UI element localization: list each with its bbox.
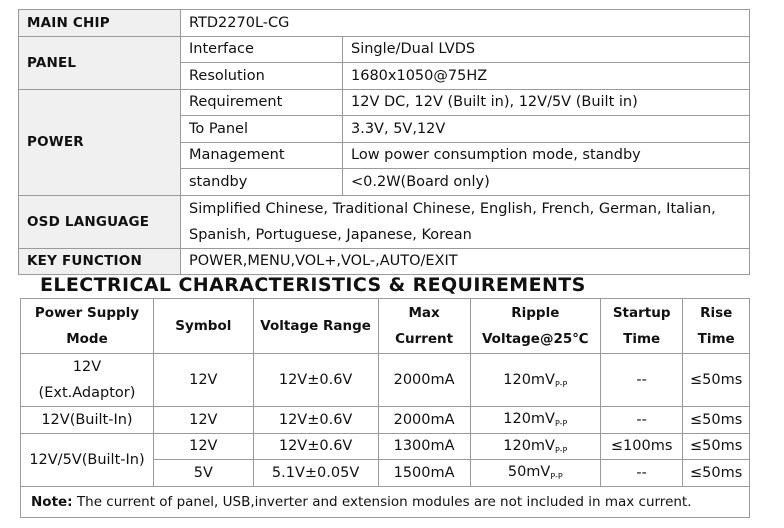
- ripple-value: 120mV: [503, 411, 555, 428]
- header-line: Mode: [66, 331, 108, 347]
- resolution-label: Resolution: [181, 63, 343, 90]
- table-row: [19, 195, 750, 248]
- interface-value: Single/Dual LVDS: [343, 36, 750, 63]
- note-text: The current of panel, USB,inverter and extension modules are not included in max current.: [72, 493, 692, 510]
- mode-cell: [21, 354, 154, 407]
- key-function-label: KEY FUNCTION: [19, 248, 181, 275]
- header-voltage-range: Voltage Range: [253, 299, 378, 354]
- ripple-cell: [470, 407, 600, 434]
- requirement-value: 12V DC, 12V (Built in), 12V/5V (Built in): [343, 89, 750, 116]
- table-row: [21, 407, 750, 434]
- to-panel-label: To Panel: [181, 116, 343, 143]
- header-line: Time: [697, 331, 735, 347]
- header-symbol: Symbol: [153, 299, 253, 354]
- osd-language-value: [181, 195, 750, 248]
- osd-language-line: Spanish, Portuguese, Japanese, Korean: [189, 226, 472, 243]
- mode-cell: 12V/5V(Built-In): [21, 433, 154, 486]
- section-title: ELECTRICAL CHARACTERISTICS & REQUIREMENTS: [40, 274, 586, 296]
- to-panel-value: 3.3V, 5V,12V: [343, 116, 750, 143]
- header-rise-time: [683, 299, 750, 354]
- ripple-value: 50mV: [507, 464, 551, 481]
- management-value: Low power consumption mode, standby: [343, 142, 750, 169]
- startup-cell: --: [600, 460, 682, 487]
- table-row: [19, 248, 750, 275]
- range-cell: 12V±0.6V: [253, 354, 378, 407]
- rise-cell: ≤50ms: [683, 407, 750, 434]
- note-cell: [21, 486, 750, 517]
- symbol-cell: 12V: [153, 433, 253, 460]
- ripple-subscript: P-P: [554, 379, 568, 389]
- current-cell: 2000mA: [378, 407, 470, 434]
- header-line: Time: [623, 331, 661, 347]
- ripple-subscript: P-P: [554, 419, 568, 429]
- ripple-value: 120mV: [503, 437, 555, 454]
- management-label: Management: [181, 142, 343, 169]
- osd-language-line: Simplified Chinese, Traditional Chinese, English, French, German, Italian,: [189, 200, 716, 217]
- startup-cell: ≤100ms: [600, 433, 682, 460]
- note-row: [21, 486, 750, 517]
- startup-cell: --: [600, 407, 682, 434]
- spec-table: [18, 9, 750, 275]
- header-line: Rise: [700, 305, 733, 321]
- interface-label: Interface: [181, 36, 343, 63]
- rise-cell: ≤50ms: [683, 433, 750, 460]
- note-label: Note:: [31, 493, 73, 510]
- table-row: [19, 89, 750, 116]
- power-label: POWER: [19, 89, 181, 195]
- standby-value: <0.2W(Board only): [343, 169, 750, 196]
- symbol-cell: 12V: [153, 354, 253, 407]
- range-cell: 12V±0.6V: [253, 433, 378, 460]
- ripple-cell: [470, 460, 600, 487]
- header-line: Startup: [612, 305, 671, 321]
- header-ripple-voltage: [470, 299, 600, 354]
- resolution-value: 1680x1050@75HZ: [343, 63, 750, 90]
- table-row: [19, 10, 750, 37]
- standby-label: standby: [181, 169, 343, 196]
- panel-label: PANEL: [19, 36, 181, 89]
- osd-language-label: OSD LANGUAGE: [19, 195, 181, 248]
- startup-cell: --: [600, 354, 682, 407]
- header-max-current: [378, 299, 470, 354]
- range-cell: 5.1V±0.05V: [253, 460, 378, 487]
- symbol-cell: 12V: [153, 407, 253, 434]
- key-function-value: POWER,MENU,VOL+,VOL-,AUTO/EXIT: [181, 248, 750, 275]
- ripple-cell: [470, 354, 600, 407]
- header-line: Voltage@25℃: [481, 331, 589, 347]
- header-startup-time: [600, 299, 682, 354]
- electrical-table: [20, 298, 750, 518]
- rise-cell: ≤50ms: [683, 460, 750, 487]
- ripple-value: 120mV: [503, 371, 555, 388]
- header-row: [21, 299, 750, 354]
- current-cell: 1300mA: [378, 433, 470, 460]
- mode-line: 12V: [72, 359, 102, 375]
- requirement-label: Requirement: [181, 89, 343, 116]
- header-line: Max: [408, 305, 440, 321]
- table-row: [21, 354, 750, 407]
- header-line: Current: [395, 331, 454, 347]
- ripple-cell: [470, 433, 600, 460]
- current-cell: 1500mA: [378, 460, 470, 487]
- rise-cell: ≤50ms: [683, 354, 750, 407]
- mode-line: (Ext.Adaptor): [38, 385, 136, 401]
- main-chip-label: MAIN CHIP: [19, 10, 181, 37]
- table-row: [19, 36, 750, 63]
- current-cell: 2000mA: [378, 354, 470, 407]
- header-line: Ripple: [511, 305, 560, 321]
- ripple-subscript: P-P: [550, 472, 563, 482]
- symbol-cell: 5V: [153, 460, 253, 487]
- table-row: [21, 433, 750, 460]
- header-line: Power Supply: [34, 305, 140, 321]
- mode-cell: 12V(Built-In): [21, 407, 154, 434]
- main-chip-value: RTD2270L-CG: [181, 10, 750, 37]
- header-power-supply-mode: [21, 299, 154, 354]
- ripple-subscript: P-P: [554, 445, 568, 455]
- range-cell: 12V±0.6V: [253, 407, 378, 434]
